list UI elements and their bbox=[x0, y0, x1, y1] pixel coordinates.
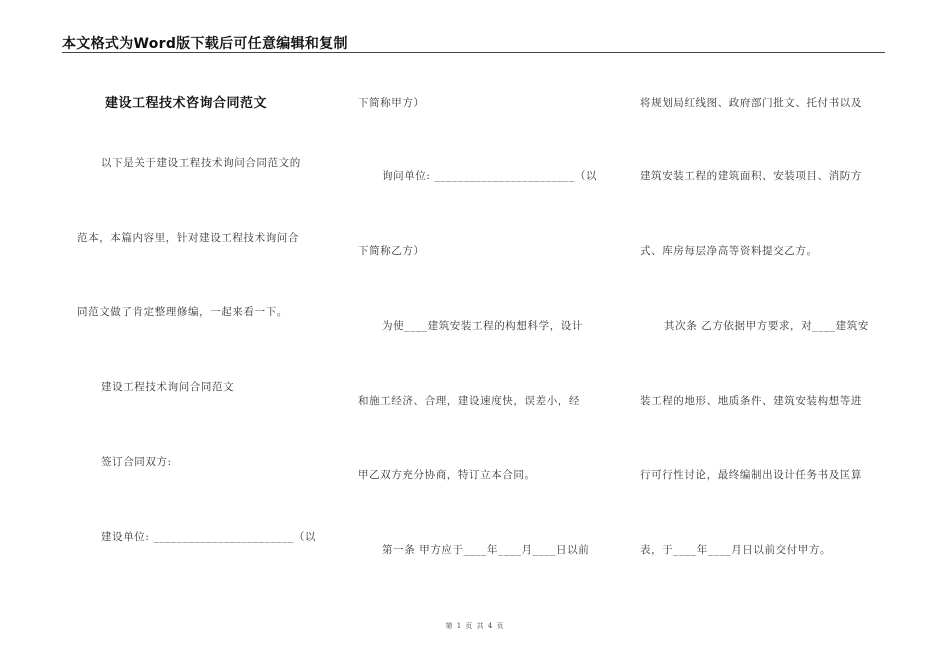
paragraph-line: 为使____建筑安装工程的构想科学，设计 bbox=[382, 320, 583, 332]
paragraph-line: 建筑安装工程的建筑面积、安装项目、消防方 bbox=[640, 170, 862, 182]
paragraph-line: 式、库房每层净高等资料提交乙方。 bbox=[640, 245, 818, 257]
header-title: 本文格式为Word版下载后可任意编辑和复制 bbox=[62, 36, 348, 52]
paragraph-line: 询问单位: ________________________（以 bbox=[382, 170, 598, 182]
paragraph-line: 将规划局红线图、政府部门批文、托付书以及 bbox=[640, 97, 862, 109]
paragraph-line: 行可行性讨论，最终编制出设计任务书及匡算 bbox=[640, 469, 862, 481]
section-heading: 建设工程技术询问合同范文 bbox=[101, 381, 235, 393]
paragraph-line: 同范文做了肯定整理修编，一起来看一下。 bbox=[77, 306, 288, 318]
paragraph-line: 装工程的地形、地质条件、建筑安装构想等进 bbox=[640, 395, 862, 407]
paragraph-line: 签订合同双方: bbox=[101, 456, 172, 468]
page-number: 第 1 页 共 4 页 bbox=[445, 622, 505, 630]
document-header bbox=[62, 30, 885, 53]
paragraph-line: 以下是关于建设工程技术询问合同范文的 bbox=[101, 157, 301, 169]
paragraph-line: 范本，本篇内容里，针对建设工程技术询问合 bbox=[77, 232, 299, 244]
paragraph-line: 和施工经济、合理，建设速度快，误差小，经 bbox=[358, 395, 580, 407]
paragraph-line: 下简称乙方） bbox=[358, 245, 425, 257]
document-title: 建设工程技术咨询合同范文 bbox=[105, 96, 268, 111]
paragraph-line: 第一条 甲方应于____年____月____日以前 bbox=[382, 544, 590, 556]
paragraph-line: 其次条 乙方依据甲方要求，对____建筑安 bbox=[664, 320, 869, 332]
paragraph-line: 甲乙双方充分协商，特订立本合同。 bbox=[358, 469, 536, 481]
paragraph-line: 下简称甲方） bbox=[358, 97, 425, 109]
paragraph-line: 建设单位: ________________________（以 bbox=[101, 531, 317, 543]
paragraph-line: 表，于____年____月日以前交付甲方。 bbox=[640, 544, 832, 556]
